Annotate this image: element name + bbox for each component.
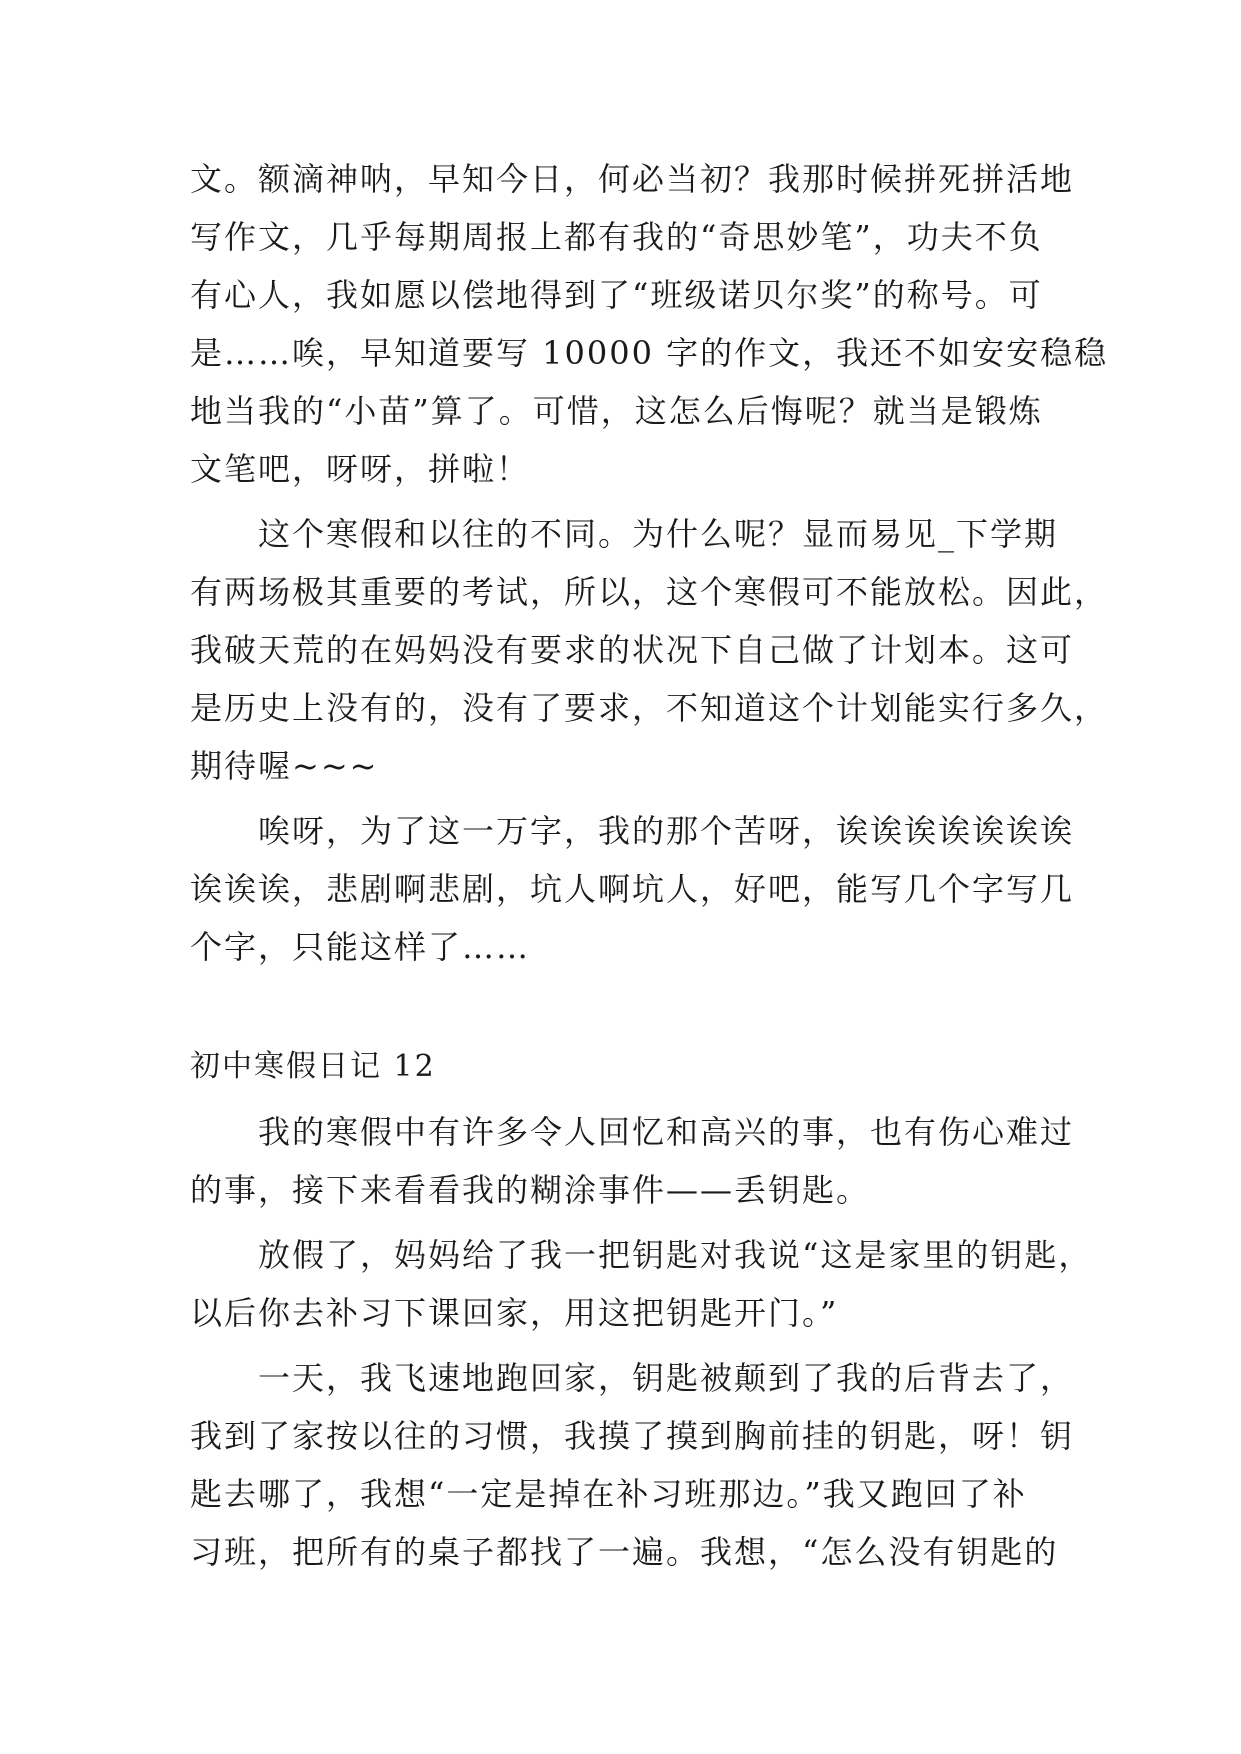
paragraph-2-line: 期待喔~~~ <box>190 747 379 785</box>
paragraph-3-line: 诶诶诶，悲剧啊悲剧，坑人啊坑人，好吧，能写几个字写几 <box>190 870 1075 908</box>
paragraph-3-line: 个字，只能这样了…… <box>190 928 531 966</box>
paragraph-1-line: 有心人，我如愿以偿地得到了“班级诺贝尔奖”的称号。可 <box>190 276 1043 314</box>
paragraph-1-line: 地当我的“小苗”算了。可惜，这怎么后悔呢？就当是锻炼 <box>190 392 1043 430</box>
paragraph-6-line: 我到了家按以往的习惯，我摸了摸到胸前挂的钥匙，呀！钥 <box>190 1417 1075 1455</box>
paragraph-2-line: 这个寒假和以往的不同。为什么呢？显而易见_下学期 <box>258 515 1059 553</box>
paragraph-1-line: 文。额滴神呐，早知今日，何必当初？我那时候拼死拼活地 <box>190 160 1075 198</box>
paragraph-2-line: 有两场极其重要的考试，所以，这个寒假可不能放松。因此， <box>190 573 1109 611</box>
paragraph-1-line: 写作文，几乎每期周报上都有我的“奇思妙笔”，功夫不负 <box>190 218 1043 256</box>
paragraph-1-line: 文笔吧，呀呀，拼啦！ <box>190 450 531 488</box>
paragraph-6-line: 一天，我飞速地跑回家，钥匙被颠到了我的后背去了， <box>258 1359 1075 1397</box>
section-heading: 初中寒假日记 12 <box>190 1049 436 1084</box>
paragraph-6-line: 匙去哪了，我想“一定是掉在补习班那边。”我又跑回了补 <box>190 1475 1027 1513</box>
paragraph-1-line: 是……唉，早知道要写 10000 字的作文，我还不如安安稳稳 <box>190 334 1109 372</box>
paragraph-2-line: 我破天荒的在妈妈没有要求的状况下自己做了计划本。这可 <box>190 631 1075 669</box>
paragraph-5-line: 以后你去补习下课回家，用这把钥匙开门。” <box>190 1294 839 1332</box>
paragraph-3-line: 唉呀，为了这一万字，我的那个苦呀，诶诶诶诶诶诶诶 <box>258 812 1075 850</box>
paragraph-2-line: 是历史上没有的，没有了要求，不知道这个计划能实行多久， <box>190 689 1109 727</box>
paragraph-4-line: 的事，接下来看看我的糊涂事件——丢钥匙。 <box>190 1171 871 1209</box>
paragraph-5-line: 放假了，妈妈给了我一把钥匙对我说“这是家里的钥匙， <box>258 1236 1093 1274</box>
paragraph-4-line: 我的寒假中有许多令人回忆和高兴的事，也有伤心难过 <box>258 1113 1075 1151</box>
paragraph-6-line: 习班，把所有的桌子都找了一遍。我想，“怎么没有钥匙的 <box>190 1533 1059 1571</box>
